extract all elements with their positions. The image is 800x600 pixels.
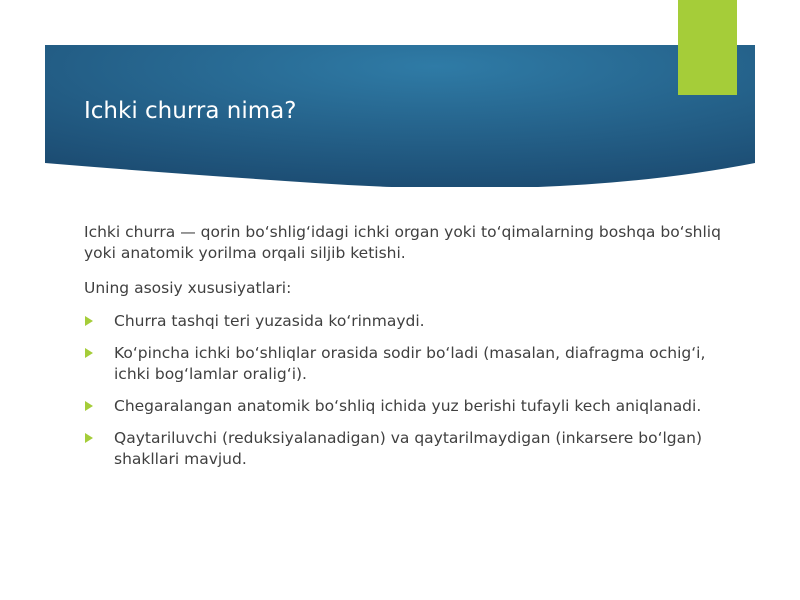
list-item-text: Qaytariluvchi (reduksiyalanadigan) va qaytarilmaydigan (inkarsere bo‘lgan) shakllari mavjud. xyxy=(114,429,703,468)
list-item xyxy=(84,343,744,385)
bullet-arrow-icon xyxy=(85,316,93,326)
bullet-arrow-icon xyxy=(85,433,93,443)
list-item xyxy=(84,428,744,470)
list-item-text: Ko‘pincha ichki bo‘shliqlar orasida sodir bo‘ladi (masalan, diafragma ochig‘i, ichki bog‘lamlar oralig‘i). xyxy=(114,344,706,383)
list-item xyxy=(84,396,744,417)
list-item xyxy=(84,311,744,332)
list-item-text: Churra tashqi teri yuzasida ko‘rinmaydi. xyxy=(114,312,425,330)
feature-list xyxy=(84,311,744,470)
slide-title: Ichki churra nima? xyxy=(84,98,297,124)
slide-body xyxy=(84,222,744,481)
bullet-arrow-icon xyxy=(85,401,93,411)
features-heading: Uning asosiy xususiyatlari: xyxy=(84,279,292,297)
definition-text: Ichki churra — qorin bo‘shlig‘idagi ichki organ yoki to‘qimalarning boshqa bo‘shliq yoki anatomik yorilma orqali siljib ketishi. xyxy=(84,223,721,262)
accent-bar xyxy=(678,0,737,95)
list-item-text: Chegaralangan anatomik bo‘shliq ichida yuz berishi tufayli kech aniqlanadi. xyxy=(114,397,702,415)
bullet-arrow-icon xyxy=(85,348,93,358)
